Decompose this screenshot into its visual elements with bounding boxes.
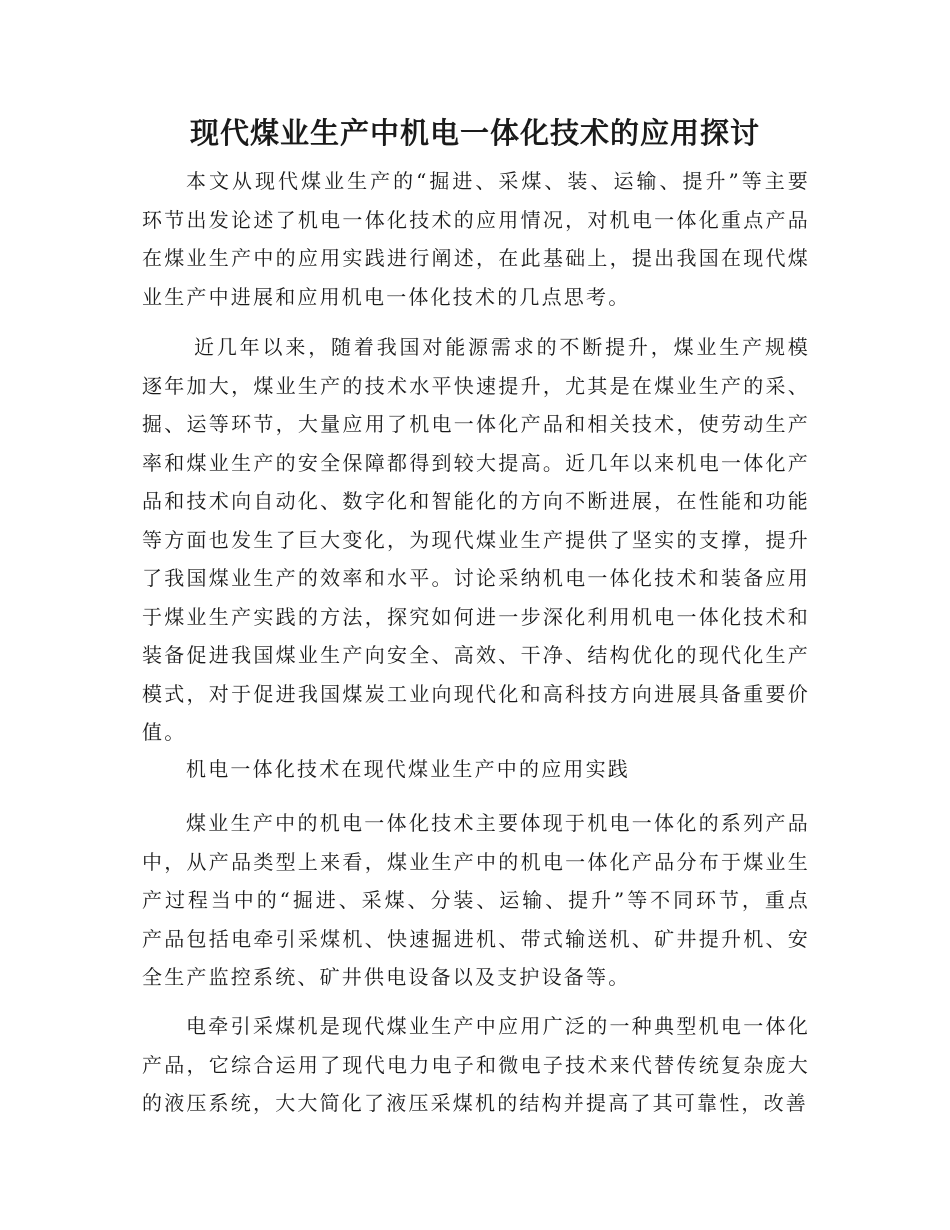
paragraph-products: 煤业生产中的机电一体化技术主要体现于机电一体化的系列产品中，从产品类型上来看，煤业生产中的机电一体化产品分布于煤业生产过程当中的“掘进、采煤、分装、运输、提升”等不同环节，重点产品包括电牵引采煤机、快速掘进机、带式输送机、矿井提升机、安全生产监控系统、矿井供电设备以及支护设备等。	[142, 811, 810, 989]
document-title: 现代煤业生产中机电一体化技术的应用探讨	[189, 116, 760, 150]
paragraph-introduction: 近几年以来，随着我国对能源需求的不断提升，煤业生产规模逐年加大，煤业生产的技术水平快速提升，尤其是在煤业生产的采、掘、运等环节，大量应用了机电一体化产品和相关技术，使劳动生产率和煤业生产的安全保障都得到较大提高。近几年以来机电一体化产品和技术向自动化、数字化和智能化的方向不断进展，在性能和功能等方面也发生了巨大变化，为现代煤业生产提供了坚实的支撑，提升了我国煤业生产的效率和水平。讨论采纳机电一体化技术和装备应用于煤业生产实践的方法，探究如何进一步深化利用机电一体化技术和装备促进我国煤业生产向安全、高效、干净、结构优化的现代化生产模式，对于促进我国煤炭工业向现代化和高科技方向进展具备重要价值。	[142, 335, 810, 744]
section-heading: 机电一体化技术在现代煤业生产中的应用实践	[186, 757, 630, 781]
paragraph-abstract: 本文从现代煤业生产的“掘进、采煤、装、运输、提升”等主要环节出发论述了机电一体化技术的应用情况，对机电一体化重点产品在煤业生产中的应用实践进行阐述，在此基础上，提出我国在现代煤业生产中进展和应用机电一体化技术的几点思考。	[142, 169, 810, 309]
paragraph-shearer: 电牵引采煤机是现代煤业生产中应用广泛的一种典型机电一体化产品，它综合运用了现代电力电子和微电子技术来代替传统复杂庞大的液压系统，大大简化了液压采煤机的结构并提高了其可靠性，改善	[142, 1014, 810, 1115]
